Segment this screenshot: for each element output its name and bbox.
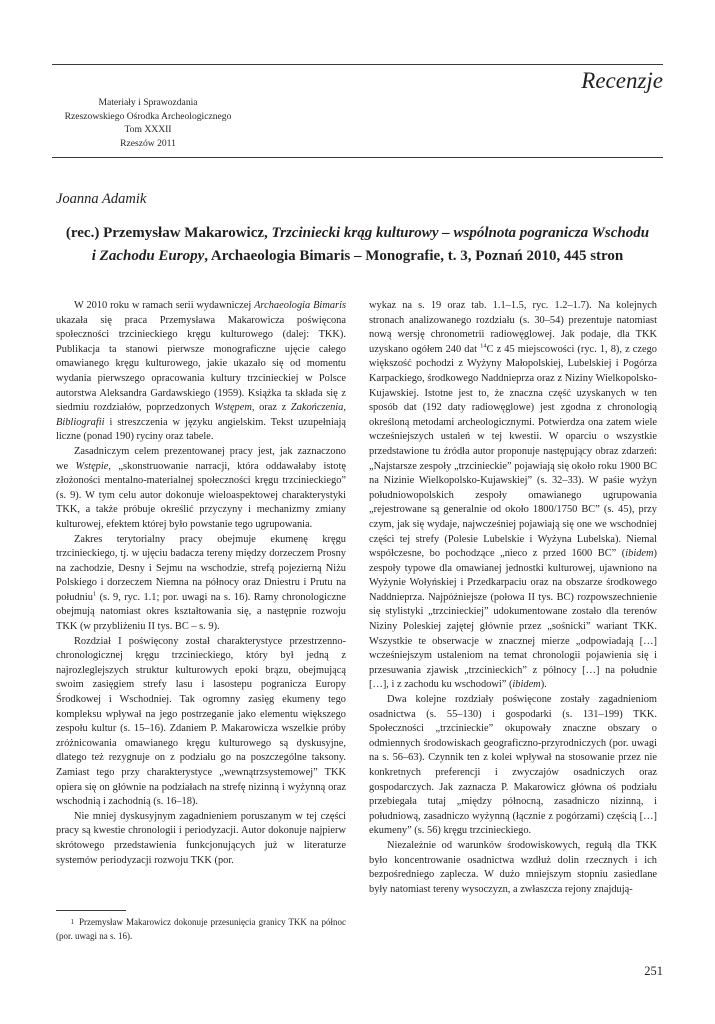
body-paragraph: Zasadniczym celem prezentowanej pracy jest, jak zaznaczono we Wstępie, „skonstruowanie narracji, która oddawałaby istotę złożoności mentalno-materialnej społeczności kręgu trzcinieckiego” (s. 9). W tym celu autor dokonuje wieloaspektowej charakterystyki TKK, a także próbuje określić przyczyny i mechanizmy zmiany kulturowej, efektem której było powstanie tego ugrupowania. [56, 445, 346, 530]
journal-line: Rzeszowskiego Ośrodka Archeologicznego [64, 110, 232, 122]
right-column [369, 299, 657, 897]
header-top-rule [52, 64, 663, 65]
journal-info [52, 96, 244, 150]
journal-line: Materiały i Sprawozdania [98, 97, 198, 108]
body-paragraph: Dwa kolejne rozdziały poświęcone zostały zagadnieniom osadnictwa (s. 55–130) i gospodarki (s. 131–199) TKK. Społeczności „trzcinieckie” okupowały znaczne obszary o odmiennych środowiskach geograficzno-przyrodniczych (por. uwagi na s. 56–63). Czynnik ten z kolei wpływał na stosowanie przez nie konkretnych preferencji i zwyczajów osadniczych oraz gospodarczych. Jak zaznacza P. Makarowicz główna oś podziału przebiegała tutaj „między północną, zasadniczo nizinną, i południową, zasadniczo wyżynną (łącznie z pogórzami) częścią […] ekumeny” (s. 56) kręgu trzcinieckiego. [369, 694, 657, 837]
review-author: Joanna Adamik [56, 191, 147, 207]
footnote [56, 916, 346, 943]
body-paragraph: Nie mniej dyskusyjnym zagadnieniem poruszanym w tej części pracy są kwestie chronologii i periodyzacji. Autor dokonuje najpierw skrótowego przedstawienia funkcjonujących już w literaturze systemów periodyzacji rozwoju TKK (por. [56, 810, 346, 866]
review-title-line: (rec.) Przemysław Makarowicz, Trzciniecki krąg kulturowy – wspólnota pogranicza Wschodu [65, 225, 650, 241]
journal-line: Rzeszów 2011 [120, 137, 176, 149]
body-paragraph: W 2010 roku w ramach serii wydawniczej Archaeologia Bimaris ukazała się praca Przemysława Makarowicza poświęcona społeczności trzcinieckiego kręgu kulturowego (dalej: TKK). Publikacja ta stanowi pierwsze monograficzne ujęcie całego omawianego kręgu kulturowego, jakie ukazało się od momentu wydania pierwszego opracowania kultury trzcinieckiej w Polsce autorstwa Aleksandra Gardawskiego (1959). Książka ta składa się z siedmiu rozdziałów, poprzedzonych Wstępem, oraz z Zakończenia, Bibliografii i streszczenia w języku angielskim. Tekst uzupełniają liczne (ponad 190) ryciny oraz tabele. [56, 300, 346, 443]
body-paragraph: Rozdział I poświęcony został charakterystyce przestrzenno-chronologicznej kręgu trzcinieckiego, który był jedną z najrozleglejszych struktur kulturowych epoki brązu, obejmującą swoim zasięgiem strefy lasu i lasostepu pogranicza Europy Środkowej i Wschodniej. Tak ogromny zasięg ekumeny tego kompleksu wpływał na jego postrzeganie jako elementu większego zespołu kultur (s. 15–16). Zdaniem P. Makarowicza wszelkie próby zróżnicowania omawianego kręgu kulturowego są dyskusyjne, dlatego też rezygnuje on z podziału go na poszczególne taksony. Zamiast tego przy charakterystyce „wewnątrzsystemowej” TKK opiera się on głównie na podziałach na strefę nizinną i wyżynną oraz wschodnią i zachodnią (s. 16–18). [56, 635, 346, 808]
footnote-text: Przemysław Makarowicz dokonuje przesunięcia granicy TKK na północ (por. uwagi na s. 16). [56, 917, 346, 941]
footnote-number: 1 [70, 918, 74, 926]
body-paragraph: Zakres terytorialny pracy obejmuje ekumenę kręgu trzcinieckiego, tj. w ujęciu badacza tereny między dorzeczem Prosny na zachodzie, Desny i Sejmu na wschodzie, strefą pojezierną Niżu Polskiego i dorzeczem Niemna na północy oraz Dniestru i Prutu na południu$^1$ (s. 9, ryc. 1.1; por. uwagi na s. 16). Ramy chronologiczne obejmują natomiast okres kształtowania się, a następnie rozwoju TKK (w przybliżeniu II tys. BC – s. 9). [56, 533, 346, 633]
review-title [52, 222, 663, 268]
journal-line: Tom XXXII [124, 124, 172, 135]
page-number: 251 [644, 964, 663, 978]
left-column [56, 299, 346, 868]
review-title-line: i Zachodu Europy, Archaeologia Bimaris – Monografie, t. 3, Poznań 2010, 445 stron [91, 248, 624, 264]
body-paragraph: Niezależnie od warunków środowiskowych, regułą dla TKK było koncentrowanie osadnictwa wzdłuż dolin rzecznych i ich bezpośredniego zaplecza. W dużo mniejszym stopniu zasiedlane były natomiast tereny wysoczyzn, a zwłaszcza rejony znajdują- [369, 839, 657, 895]
footnote-rule [56, 910, 126, 911]
body-paragraph: wykaz na s. 19 oraz tab. 1.1–1.5, ryc. 1.2–1.7). Na kolejnych stronach analizowanego rozdziału (s. 30–54) prezentuje natomiast nową wersję chronometrii radiowęglowej. Jak podaje, dla TKK uzyskano ogółem 240 dat $^{14}$C z 45 miejscowości (ryc. 1, 8), z czego większość pochodzi z Wyżyny Małopolskiej, Lubelskiej i Pogórza Karpackiego, środkowego Naddnieprza oraz z Niziny Wielkopolsko-Kujawskiej. Istotne jest to, że znaczna część uzyskanych w ten sposób dat (192 daty radiowęglowe) jest zgodna z chronologią określoną metodami archeologicznymi. Potwierdza ona zatem wiele wcześniejszych ustaleń w tej kwestii. W oparciu o wszystkie przedstawione tu źródła autor proponuje następujący obraz zdarzeń: „Najstarsze zespoły „trzcinieckie” pojawiają się około roku 1900 BC na Nizinie Wielkopolsko-Kujawskiej” (s. 32–33). W paśie wyżyn południowopolskich zespoły omawianego ugrupowania „rejestrowane są generalnie od około 1800/1750 BC” (s. 45), przy czym, jak się wydaje, najwcześniej pojawiają się one we wschodniej części tej strefy (Polesie Lubelskie i Wyżyna Lubelska). Niemal współczesne, bo pochodzące „nieco z przed 1600 BC” (ibidem) zespoły typowe dla omawianej jednostki kulturowej, ujawniono na Wyżynie Wołyńskiej i Przedkarpaciu oraz na obszarze środkowego Naddnieprza. Najpóźniejsze (połowa II tys. BC) rozpowszechnienie się stylistyki „trzcinieckiej” udokumentowane zostało dla terenów Niziny Poleskiej zajętej głównie przez „sośnicki” wariant TKK. Wszystkie te obserwacje w znacznej mierze „odpowiadają […] wcześniejszym ustaleniom na temat chronologii pojawienia się i przesuwania zjawisk „trzcinieckich” z północy […] na południe […], i z zachodu ku wschodowi” (ibidem). [369, 300, 657, 691]
header-bottom-rule [52, 157, 663, 158]
section-title: Recenzje [581, 68, 663, 93]
